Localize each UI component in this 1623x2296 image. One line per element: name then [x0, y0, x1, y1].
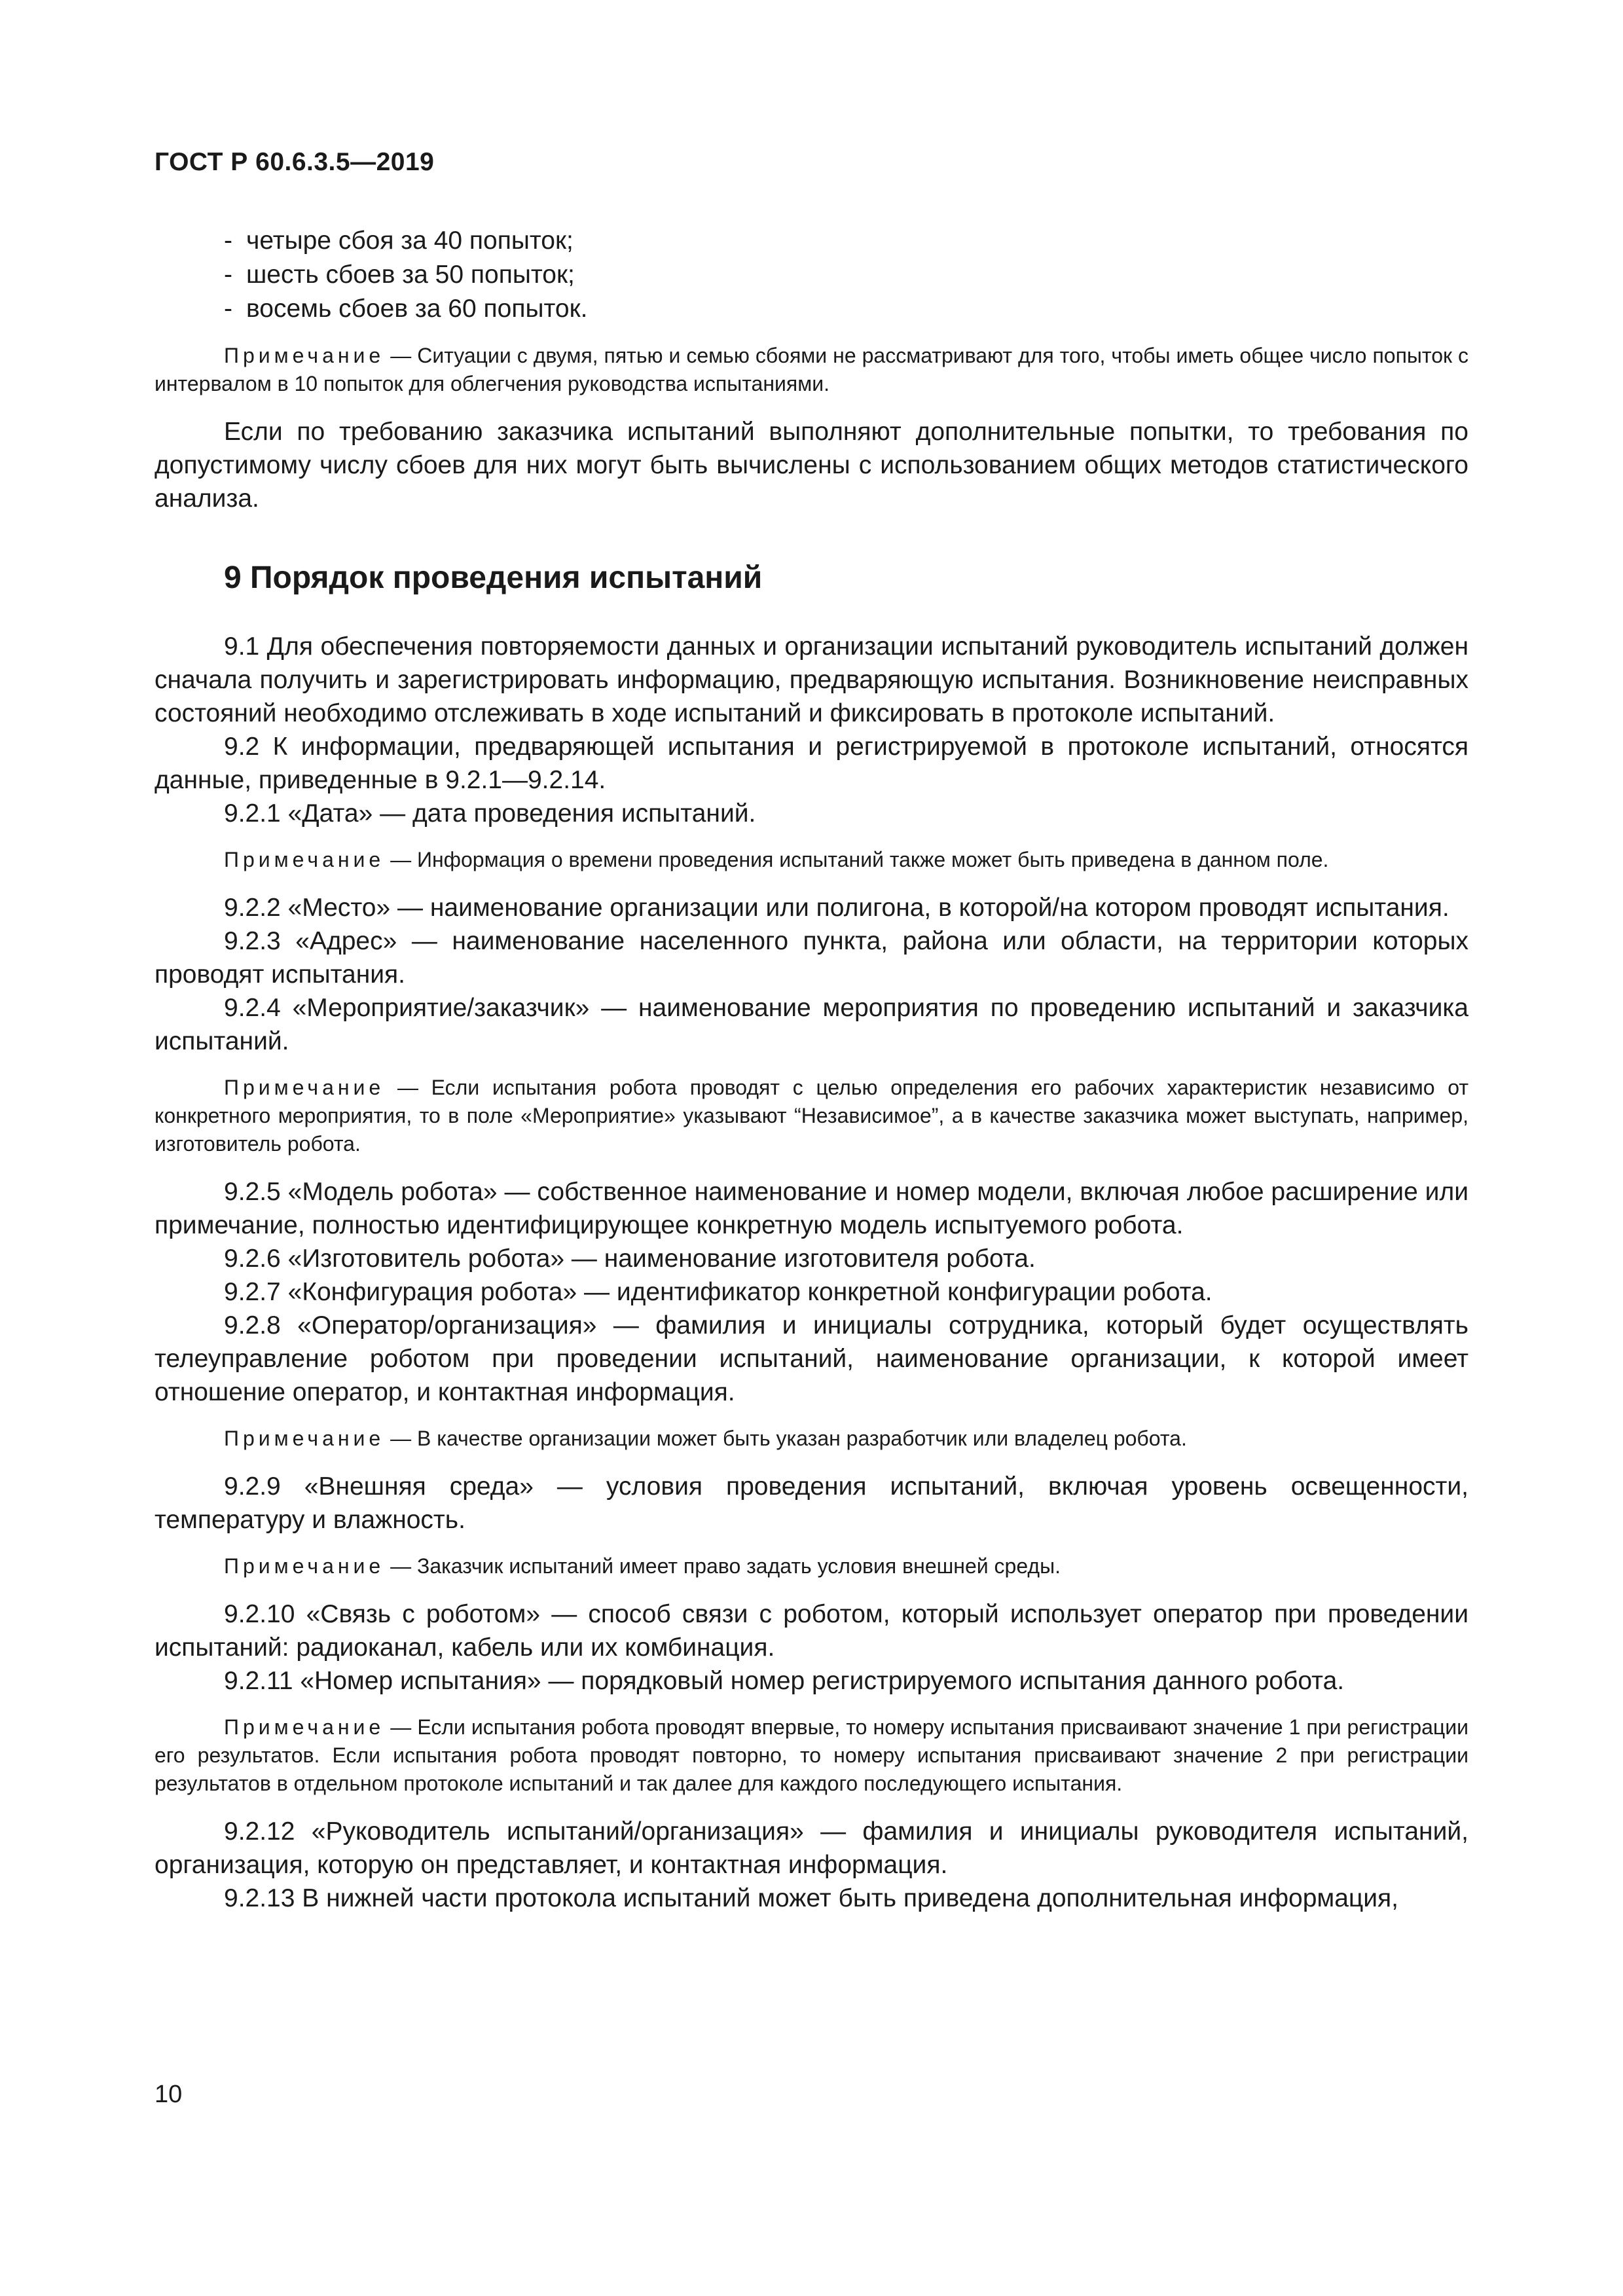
note-2 [155, 846, 1468, 874]
list-item: - четыре сбоя за 40 попыток; [224, 224, 1468, 258]
page-number: 10 [155, 2081, 183, 2108]
list-item: - восемь сбоев за 60 попыток. [224, 292, 1468, 326]
paragraph-9-2-2: 9.2.2 «Место» — наименование организации или полигона, в которой/на котором проводят испытания. [224, 894, 1450, 922]
failure-criteria-list [155, 224, 1468, 326]
note-text: — Ситуации с двумя, пятью и семью сбоями не рассматривают для того, чтобы иметь общее число попыток с интервалом в 10 попыток для облегчения руководства испытаниями. [155, 344, 1469, 395]
paragraph-9-2-3: 9.2.3 «Адрес» — наименование населенного пункта, района или области, на территории которых проводят испытания. [155, 927, 1468, 989]
note-6 [155, 1713, 1468, 1798]
paragraph-9-2-9: 9.2.9 «Внешняя среда» — условия проведения испытаний, включая уровень освещенности, температуру и влажность. [155, 1472, 1468, 1534]
paragraph-intro: Если по требованию заказчика испытаний выполняют дополнительные попытки, то требования по допустимому числу сбоев для них могут быть вычислены с использованием общих методов статистического анализа. [155, 418, 1468, 513]
note-text: — Информация о времени проведения испытаний также может быть приведена в данном поле. [390, 848, 1329, 871]
note-text: — В качестве организации может быть указан разработчик или владелец робота. [390, 1427, 1187, 1450]
paragraph-9-2-1: 9.2.1 «Дата» — дата проведения испытаний. [224, 799, 756, 828]
note-4 [155, 1425, 1468, 1453]
list-item: - шесть сбоев за 50 попыток; [224, 258, 1468, 292]
note-label: Примечание [224, 848, 385, 871]
note-label: Примечание [224, 1076, 385, 1099]
paragraph-9-2: 9.2 К информации, предваряющей испытания и регистрируемой в протоколе испытаний, относятся данные, приведенные в 9.2.1—9.2.14. [155, 733, 1468, 794]
paragraph-9-2-8: 9.2.8 «Оператор/организация» — фамилия и инициалы сотрудника, который будет осуществлять телеуправление роботом при проведении испытаний, наименование организации, к которой имеет отношение оператор, и контактная информация. [155, 1311, 1468, 1406]
note-label: Примечание [224, 1554, 385, 1578]
paragraph-9-2-11: 9.2.11 «Номер испытания» — порядковый номер регистрируемого испытания данного робота. [224, 1667, 1345, 1695]
note-label: Примечание [224, 1715, 385, 1739]
note-label: Примечание [224, 344, 385, 367]
document-body [155, 224, 1468, 1915]
note-text: — Если испытания робота проводят с целью определения его рабочих характеристик независимо от конкретного мероприятия, то в поле «Мероприятие» указывают “Независимое”, а в качестве заказчика может выступать, например, изготовитель робота. [155, 1076, 1469, 1156]
note-text: — Если испытания робота проводят впервые, то номеру испытания присваивают значение 1 при регистрации его результатов. Если испытания робота проводят повторно, то номеру испытания присваивают значение 2 при регистрации результатов в отдельном протоколе испытаний и так далее для каждого последующего испытания. [155, 1715, 1469, 1795]
note-text: — Заказчик испытаний имеет право задать условия внешней среды. [390, 1554, 1061, 1578]
note-5 [155, 1552, 1468, 1580]
paragraph-9-2-6: 9.2.6 «Изготовитель робота» — наименование изготовителя робота. [224, 1245, 1036, 1273]
paragraph-9-2-12: 9.2.12 «Руководитель испытаний/организация» — фамилия и инициалы руководителя испытаний, организация, которую он представляет, и контактная информация. [155, 1817, 1468, 1879]
note-1 [155, 342, 1468, 398]
note-3 [155, 1074, 1468, 1158]
paragraph-9-2-13: 9.2.13 В нижней части протокола испытаний может быть приведена дополнительная информация, [224, 1884, 1398, 1912]
paragraph-9-1: 9.1 Для обеспечения повторяемости данных и организации испытаний руководитель испытаний должен сначала получить и зарегистрировать информацию, предваряющую испытания. Возникновение неисправных состояний необходимо отслеживать в ходе испытаний и фиксировать в протоколе испытаний. [155, 632, 1468, 727]
paragraph-9-2-4: 9.2.4 «Мероприятие/заказчик» — наименование мероприятия по проведению испытаний и заказчика испытаний. [155, 994, 1468, 1055]
paragraph-9-2-5: 9.2.5 «Модель робота» — собственное наименование и номер модели, включая любое расширение или примечание, полностью идентифицирующее конкретную модель испытуемого робота. [155, 1178, 1468, 1239]
document-code-header: ГОСТ Р 60.6.3.5—2019 [155, 148, 435, 176]
section-title: 9 Порядок проведения испытаний [224, 560, 763, 595]
paragraph-9-2-7: 9.2.7 «Конфигурация робота» — идентификатор конкретной конфигурации робота. [224, 1278, 1213, 1306]
paragraph-9-2-10: 9.2.10 «Связь с роботом» — способ связи с роботом, который использует оператор при проведении испытаний: радиоканал, кабель или их комбинация. [155, 1600, 1468, 1662]
note-label: Примечание [224, 1427, 385, 1450]
